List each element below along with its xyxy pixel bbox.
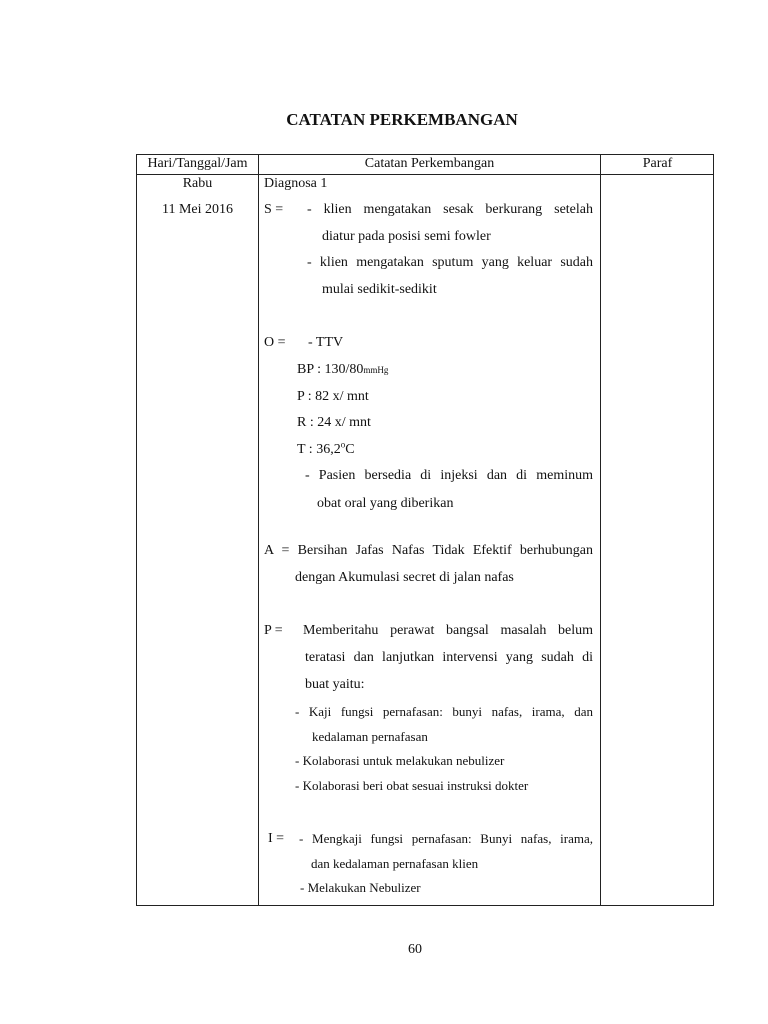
p-item-2: - Kolaborasi untuk melakukan nebulizer [295,753,505,768]
a-line-2: dengan Akumulasi secret di jalan nafas [295,570,514,585]
o-label: O = [264,335,286,350]
p-line-1: Memberitahu perawat bangsal masalah belum [303,623,593,638]
bp-unit: mmHg [363,365,389,375]
o-note-2: obat oral yang diberikan [317,496,454,511]
temp-degree: o [340,439,346,450]
i-line-2: dan kedalaman pernafasan klien [311,856,479,871]
p-item-3: - Kolaborasi beri obat sesuai instruksi dokter [295,778,529,793]
s-label: S = [264,202,284,217]
s-item-2-cont: mulai sedikit-sedikit [322,282,437,297]
i-label: I = [268,831,285,846]
page-number: 60 [408,942,422,957]
column-divider [258,155,259,905]
p-line-3: buat yaitu: [305,677,365,692]
s-item-1: - klien mengatakan sesak berkurang setelah [307,202,593,217]
day-cell: Rabu [182,176,213,191]
i-line-3: - Melakukan Nebulizer [300,880,421,895]
header-signature: Paraf [642,156,673,171]
o-blood-pressure [297,362,388,378]
p-line-2: teratasi dan lanjutkan intervensi yang sudah di [305,650,593,665]
s-item-1-cont: diatur pada posisi semi fowler [322,229,491,244]
o-pulse: P : 82 x/ mnt [297,389,369,404]
i-line-1: - Mengkaji fungsi pernafasan: Bunyi nafas, irama, [299,831,593,846]
p-item-1: - Kaji fungsi pernafasan: bunyi nafas, irama, dan [295,704,593,719]
p-label: P = [264,623,283,638]
temp-value: T : 36,2 [297,442,341,457]
o-note-1: - Pasien bersedia di injeksi dan di meminum [305,468,593,483]
temp-unit: C [345,442,355,457]
date-cell: 11 Mei 2016 [161,202,234,217]
header-day-date-time: Hari/Tanggal/Jam [147,156,248,171]
diagnosis-label: Diagnosa 1 [264,176,328,191]
o-respiration: R : 24 x/ mnt [297,415,371,430]
table-header-row [137,155,713,175]
document-title: CATATAN PERKEMBANGAN [286,110,518,129]
p-item-1-cont: kedalaman pernafasan [312,729,428,744]
progress-notes-table [136,154,714,906]
bp-value: BP : 130/80 [297,362,364,377]
header-progress-notes: Catatan Perkembangan [364,156,495,171]
a-line-1: A = Bersihan Jafas Nafas Tidak Efektif berhubungan [264,543,593,558]
o-ttv: - TTV [308,335,344,350]
s-item-2: - klien mengatakan sputum yang keluar sudah [307,255,593,270]
column-divider [600,155,601,905]
o-temperature [297,439,355,458]
